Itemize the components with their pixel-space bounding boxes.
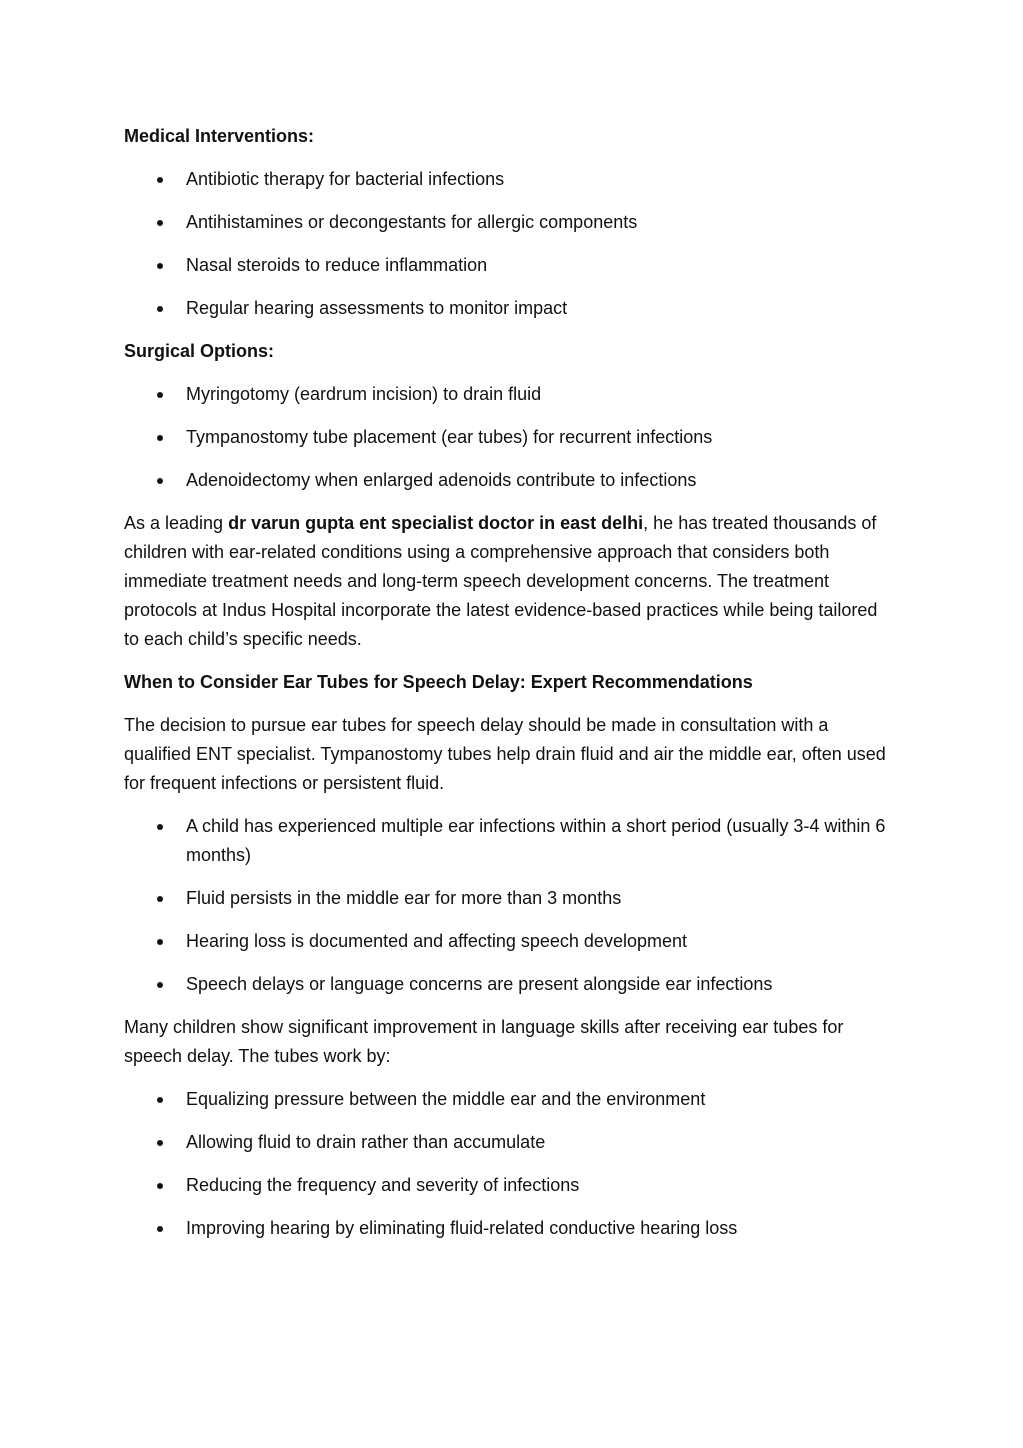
list-item — [124, 812, 894, 870]
list-item — [124, 466, 894, 495]
leading-specialist-paragraph — [124, 509, 894, 654]
bullet-icon — [157, 177, 163, 183]
criteria-list — [124, 812, 894, 999]
tube-benefits-list — [124, 1085, 894, 1243]
list-item-text: Allowing fluid to drain rather than accumulate — [186, 1132, 546, 1152]
surgical-options-list — [124, 380, 894, 495]
list-item — [124, 884, 894, 913]
bullet-icon — [157, 220, 163, 226]
list-item-text: Improving hearing by eliminating fluid-related conductive hearing loss — [186, 1218, 738, 1238]
bullet-icon — [157, 939, 163, 945]
list-item-text: Antihistamines or decongestants for allergic components — [186, 212, 638, 232]
list-item-text: A child has experienced multiple ear infections within a short period (usually 3-4 within 6 months) — [186, 816, 886, 865]
surgical-options-heading: Surgical Options: — [124, 341, 275, 361]
improvement-paragraph: Many children show significant improvement in language skills after receiving ear tubes for speech delay. The tubes work by: — [124, 1017, 844, 1066]
list-item-text: Speech delays or language concerns are present alongside ear infections — [186, 974, 773, 994]
specialist-keyword: dr varun gupta ent specialist doctor in east delhi — [228, 513, 644, 533]
list-item — [124, 208, 894, 237]
list-item — [124, 970, 894, 999]
list-item — [124, 927, 894, 956]
bullet-icon — [157, 1097, 163, 1103]
bullet-icon — [157, 824, 163, 830]
list-item — [124, 1085, 894, 1114]
list-item-text: Myringotomy (eardrum incision) to drain fluid — [186, 384, 542, 404]
list-item — [124, 1171, 894, 1200]
list-item-text: Nasal steroids to reduce inflammation — [186, 255, 488, 275]
medical-interventions-list — [124, 165, 894, 323]
bullet-icon — [157, 982, 163, 988]
list-item-text: Antibiotic therapy for bacterial infections — [186, 169, 505, 189]
medical-interventions-heading: Medical Interventions: — [124, 126, 315, 146]
list-item-text: Adenoidectomy when enlarged adenoids contribute to infections — [186, 470, 697, 490]
bullet-icon — [157, 392, 163, 398]
bullet-icon — [157, 1140, 163, 1146]
list-item-text: Equalizing pressure between the middle ear and the environment — [186, 1089, 706, 1109]
list-item-text: Reducing the frequency and severity of infections — [186, 1175, 580, 1195]
ear-tubes-paragraph: The decision to pursue ear tubes for speech delay should be made in consultation with a qualified ENT specialist. Tympanostomy tubes help drain fluid and air the middle ear, often used for frequent infections or persistent fluid. — [124, 715, 886, 793]
list-item — [124, 1214, 894, 1243]
list-item-text: Fluid persists in the middle ear for more than 3 months — [186, 888, 622, 908]
bullet-icon — [157, 306, 163, 312]
list-item — [124, 165, 894, 194]
list-item — [124, 1128, 894, 1157]
document-page — [124, 122, 894, 1257]
list-item — [124, 294, 894, 323]
list-item — [124, 423, 894, 452]
bullet-icon — [157, 263, 163, 269]
list-item-text: Tympanostomy tube placement (ear tubes) for recurrent infections — [186, 427, 713, 447]
list-item-text: Hearing loss is documented and affecting speech development — [186, 931, 687, 951]
bullet-icon — [157, 1183, 163, 1189]
list-item-text: Regular hearing assessments to monitor impact — [186, 298, 568, 318]
ear-tubes-heading: When to Consider Ear Tubes for Speech Delay: Expert Recommendations — [124, 672, 753, 692]
bullet-icon — [157, 478, 163, 484]
list-item — [124, 380, 894, 409]
bullet-icon — [157, 896, 163, 902]
list-item — [124, 251, 894, 280]
paragraph-prefix: As a leading — [124, 513, 229, 533]
bullet-icon — [157, 435, 163, 441]
bullet-icon — [157, 1226, 163, 1232]
paragraph-suffix: , he has treated thousands of children with ear-related conditions using a comprehensive approach that considers both immediate treatment needs and long-term speech development concerns. The treatment protocols at Indus Hospital incorporate the latest evidence-based practices while being tailored to each child’s specific needs. — [124, 513, 878, 649]
